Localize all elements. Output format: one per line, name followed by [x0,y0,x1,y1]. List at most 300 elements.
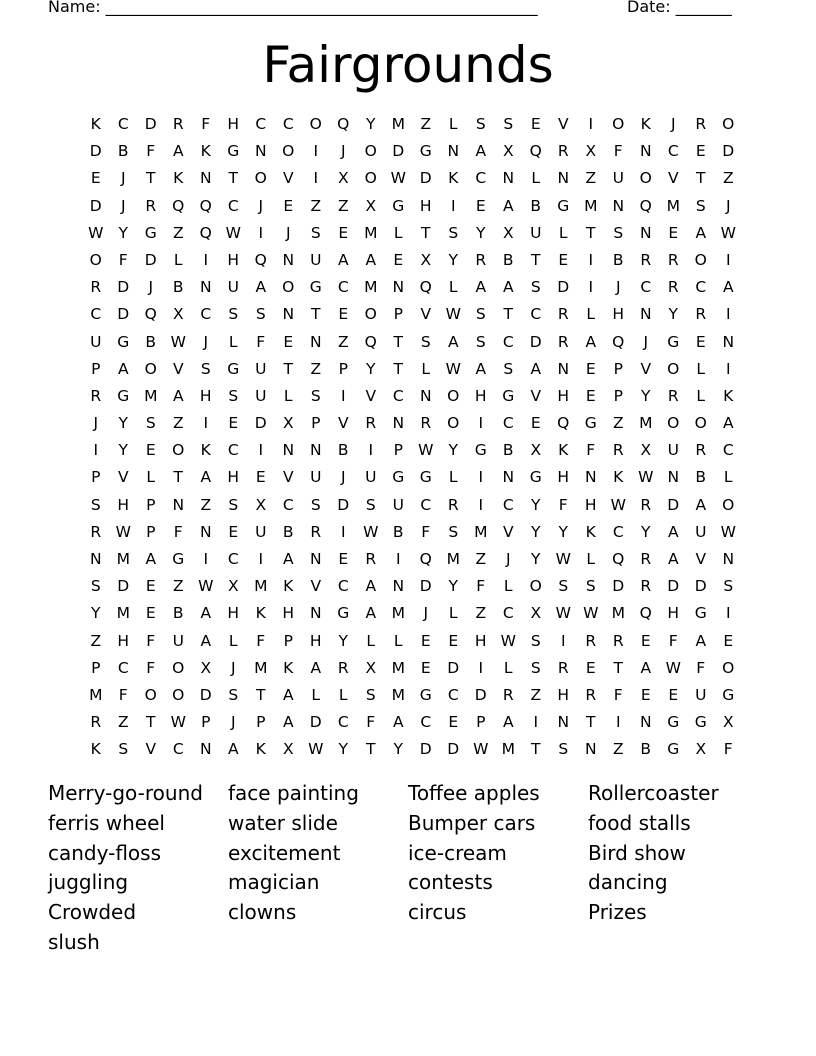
grid-letter: M [116,550,130,568]
grid-letter: N [199,278,212,297]
grid-letter: L [448,468,458,487]
grid-letter: E [90,169,101,188]
grid-letter: N [392,577,405,596]
grid-letter: W [720,522,736,541]
grid-letter: J [615,278,621,297]
grid-letter: O [364,169,377,188]
grid-letter: G [117,332,130,351]
grid-letter: C [117,115,129,133]
grid-letter: E [585,658,596,677]
grid-letter: G [419,468,432,487]
grid-letter: S [118,740,129,759]
grid-letter: R [365,550,377,568]
grid-letter: S [613,223,624,242]
grid-letter: E [420,631,431,650]
grid-row [82,655,742,682]
grid-letter: A [695,223,707,242]
grid-letter: Y [558,522,568,541]
grid-letter: Y [91,604,101,623]
grid-letter: R [585,631,597,650]
grid-letter: C [282,115,294,133]
grid-letter: S [255,305,266,324]
grid-letter: V [695,550,707,568]
grid-letter: I [588,278,594,297]
grid-letter: D [309,713,322,732]
word-item: Bumper cars [408,810,536,835]
grid-row [82,736,742,763]
grid-letter: I [203,414,209,433]
grid-letter: F [118,250,128,269]
grid-row [82,165,742,192]
grid-letter: Q [364,332,377,351]
grid-letter: I [478,414,484,433]
grid-letter: L [448,115,458,133]
grid-letter: N [447,142,460,161]
grid-letter: L [448,604,458,623]
grid-letter: F [668,631,678,650]
grid-letter: M [391,115,405,133]
grid-letter: T [503,305,513,324]
grid-letter: U [365,468,377,487]
grid-row [82,410,742,437]
grid-letter: E [640,685,651,704]
grid-letter: E [448,713,459,732]
grid-letter: X [585,142,597,161]
grid-letter: D [199,685,212,704]
grid-letter: F [613,142,623,161]
grid-row [82,573,742,600]
grid-letter: R [557,305,569,324]
grid-letter: F [118,685,128,704]
grid-letter: W [418,441,434,460]
grid-letter: C [420,713,432,732]
grid-row [82,356,742,383]
grid-letter: Y [393,740,403,759]
grid-row [82,600,742,627]
grid-letter: G [227,142,240,161]
grid-letter: D [447,740,460,759]
grid-letter: A [475,278,487,297]
grid-letter: Q [419,278,432,297]
grid-letter: O [529,577,542,596]
grid-letter: F [366,713,376,732]
grid-letter: S [448,223,459,242]
grid-letter: U [255,522,267,541]
grid-letter: Z [117,713,129,732]
grid-letter: W [473,740,489,759]
word-item: Crowded [48,900,137,925]
grid-letter: C [502,332,514,351]
grid-letter: I [368,441,374,460]
grid-letter: O [667,359,680,378]
grid-letter: X [695,740,707,759]
grid-letter: Z [612,414,624,433]
grid-letter: A [365,577,377,596]
grid-row [82,682,742,709]
grid-letter: X [282,414,294,433]
grid-letter: S [90,495,101,514]
grid-letter: R [90,278,102,297]
grid-letter: L [366,631,376,650]
grid-letter: M [254,577,268,596]
grid-letter: A [282,550,294,568]
grid-letter: A [530,359,542,378]
grid-letter: M [391,658,405,677]
grid-letter: E [530,414,541,433]
grid-letter: U [612,169,624,188]
grid-letter: D [722,142,735,161]
grid-letter: W [665,658,681,677]
grid-letter: T [283,359,293,378]
grid-letter: Y [641,522,651,541]
grid-letter: W [198,577,214,596]
word-item: Bird show [588,840,686,865]
grid-letter: F [613,685,623,704]
grid-letter: W [390,169,406,188]
grid-letter: C [200,305,212,324]
grid-letter: G [667,713,680,732]
grid-letter: V [282,169,294,188]
grid-row [82,193,742,220]
grid-letter: E [420,658,431,677]
grid-letter: E [695,332,706,351]
word-item: food stalls [588,810,691,835]
grid-letter: K [173,169,184,188]
grid-letter: T [146,169,156,188]
grid-letter: C [420,495,432,514]
grid-letter: R [557,142,569,161]
grid-letter: F [558,495,568,514]
grid-letter: X [530,441,542,460]
grid-row [82,546,742,573]
grid-letter: W [445,359,461,378]
grid-letter: F [256,332,266,351]
grid-letter: Z [337,332,349,351]
grid-letter: P [146,495,156,514]
grid-letter: N [282,441,295,460]
grid-letter: N [309,332,322,351]
grid-letter: S [365,495,376,514]
grid-letter: R [695,305,707,324]
grid-letter: T [393,359,403,378]
grid-letter: N [309,604,322,623]
grid-letter: N [392,414,405,433]
grid-letter: K [613,468,624,487]
grid-letter: S [228,495,239,514]
grid-letter: Y [531,495,541,514]
grid-letter: E [558,250,569,269]
grid-letter: H [557,386,570,405]
grid-row [82,220,742,247]
grid-letter: I [560,631,566,650]
grid-letter: V [667,169,679,188]
grid-row [82,138,742,165]
grid-letter: W [445,305,461,324]
grid-row [82,628,742,655]
grid-letter: E [448,631,459,650]
grid-letter: G [529,468,542,487]
grid-letter: V [365,386,377,405]
grid-letter: N [392,278,405,297]
grid-letter: Q [419,550,432,568]
grid-letter: C [227,441,239,460]
date-field: Date: _______ [627,0,732,16]
grid-letter: P [311,414,321,433]
grid-letter: Z [337,196,349,215]
grid-letter: D [117,278,130,297]
grid-letter: G [172,550,185,568]
grid-letter: H [557,685,570,704]
grid-row [82,383,742,410]
grid-letter: C [530,305,542,324]
grid-letter: I [395,550,401,568]
grid-letter: E [338,305,349,324]
grid-letter: C [502,414,514,433]
grid-letter: K [585,522,596,541]
grid-letter: V [640,359,652,378]
grid-letter: G [694,713,707,732]
grid-letter: I [533,713,539,732]
grid-letter: I [725,359,731,378]
grid-letter: T [146,713,156,732]
grid-letter: N [584,740,597,759]
grid-letter: C [337,278,349,297]
grid-letter: R [365,414,377,433]
grid-letter: Y [448,441,458,460]
grid-letter: H [227,115,240,133]
grid-letter: L [146,468,156,487]
grid-letter: H [227,604,240,623]
grid-letter: B [172,604,184,623]
grid-letter: D [694,577,707,596]
grid-letter: C [695,278,707,297]
grid-letter: H [474,386,487,405]
grid-letter: I [478,658,484,677]
grid-letter: M [391,685,405,704]
grid-letter: U [255,359,267,378]
grid-letter: X [640,441,652,460]
grid-letter: Y [338,740,348,759]
grid-letter: L [531,169,541,188]
grid-letter: L [421,359,431,378]
grid-letter: T [613,658,623,677]
grid-letter: D [117,577,130,596]
grid-letter: W [308,740,324,759]
grid-letter: D [144,250,157,269]
grid-letter: G [722,685,735,704]
grid-letter: F [146,142,156,161]
grid-letter: O [144,359,157,378]
grid-letter: Z [530,685,542,704]
grid-letter: O [282,278,295,297]
grid-letter: Q [337,115,350,133]
grid-letter: Y [476,223,486,242]
grid-letter: C [392,386,404,405]
grid-letter: T [531,740,541,759]
grid-letter: W [170,713,186,732]
grid-letter: O [722,658,735,677]
grid-letter: R [90,713,102,732]
grid-letter: U [227,278,239,297]
grid-letter: W [720,223,736,242]
grid-letter: O [694,250,707,269]
word-column [588,779,768,958]
grid-letter: D [529,332,542,351]
word-column [408,779,588,958]
grid-letter: R [612,441,624,460]
grid-letter: C [227,196,239,215]
grid-letter: N [639,142,652,161]
grid-letter: N [309,550,322,568]
grid-letter: L [723,468,733,487]
grid-letter: O [667,414,680,433]
grid-letter: K [255,604,266,623]
grid-letter: R [695,441,707,460]
grid-letter: B [337,441,349,460]
grid-letter: V [172,359,184,378]
grid-letter: K [90,115,101,133]
grid-letter: P [146,522,156,541]
grid-letter: A [667,522,679,541]
grid-letter: P [613,359,623,378]
name-field: Name: ______________________________________________________ [48,0,538,16]
grid-letter: A [475,142,487,161]
grid-row [82,274,742,301]
grid-letter: Z [310,196,322,215]
grid-letter: L [503,658,513,677]
grid-letter: W [88,223,104,242]
grid-letter: L [228,332,238,351]
grid-letter: M [611,604,625,623]
grid-letter: G [694,604,707,623]
grid-letter: V [420,305,432,324]
grid-letter: X [200,658,212,677]
grid-letter: L [586,305,596,324]
grid-row [82,709,742,736]
grid-letter: D [667,577,680,596]
grid-letter: A [200,631,212,650]
grid-letter: N [199,169,212,188]
grid-letter: N [89,550,102,568]
grid-letter: L [696,359,706,378]
grid-letter: Z [90,631,102,650]
grid-letter: R [310,522,322,541]
grid-letter: G [117,386,130,405]
grid-letter: I [93,441,99,460]
grid-letter: E [723,631,734,650]
grid-letter: Z [475,604,487,623]
grid-letter: I [203,550,209,568]
grid-letter: P [91,359,101,378]
grid-letter: N [557,169,570,188]
grid-letter: S [145,414,156,433]
grid-letter: Q [639,196,652,215]
grid-letter: Y [118,223,128,242]
grid-letter: Y [366,359,376,378]
grid-letter: C [227,550,239,568]
grid-letter: E [338,223,349,242]
grid-letter: I [258,550,264,568]
grid-letter: X [502,142,514,161]
grid-letter: G [337,604,350,623]
grid-letter: T [586,223,596,242]
grid-letter: S [200,359,211,378]
grid-letter: M [584,196,598,215]
grid-letter: O [254,169,267,188]
grid-letter: Z [310,359,322,378]
grid-letter: R [475,250,487,269]
grid-letter: L [311,685,321,704]
grid-letter: N [419,386,432,405]
word-item: ice-cream [408,840,507,865]
grid-letter: A [282,713,294,732]
grid-letter: E [228,522,239,541]
grid-letter: U [255,386,267,405]
grid-letter: O [722,495,735,514]
grid-letter: B [695,468,707,487]
grid-letter: G [584,414,597,433]
grid-letter: Z [722,169,734,188]
grid-letter: Q [639,604,652,623]
grid-letter: M [639,414,653,433]
grid-row [82,329,742,356]
word-item: clowns [228,900,297,925]
grid-letter: B [612,250,624,269]
grid-letter: P [256,713,266,732]
grid-letter: S [585,577,596,596]
grid-letter: S [475,115,486,133]
grid-letter: K [200,441,211,460]
grid-letter: C [502,604,514,623]
grid-letter: R [337,658,349,677]
word-list [48,779,768,958]
grid-letter: C [722,441,734,460]
grid-letter: D [419,577,432,596]
grid-letter: N [199,522,212,541]
grid-letter: Z [475,550,487,568]
grid-letter: B [172,278,184,297]
grid-letter: H [117,495,130,514]
grid-letter: L [448,278,458,297]
grid-letter: N [199,740,212,759]
grid-letter: I [725,250,731,269]
grid-letter: W [500,631,516,650]
grid-letter: P [338,359,348,378]
grid-letter: R [612,631,624,650]
grid-letter: J [423,604,429,623]
grid-letter: Y [118,441,128,460]
grid-letter: O [172,441,185,460]
grid-letter: L [338,685,348,704]
grid-letter: B [145,332,157,351]
grid-letter: S [530,278,541,297]
grid-letter: R [90,522,102,541]
grid-letter: Y [366,115,376,133]
grid-letter: S [475,305,486,324]
grid-letter: C [667,142,679,161]
grid-letter: J [725,196,731,215]
grid-letter: O [172,685,185,704]
grid-letter: N [639,305,652,324]
grid-letter: W [170,332,186,351]
grid-letter: E [145,577,156,596]
grid-letter: X [227,577,239,596]
grid-letter: P [476,713,486,732]
grid-letter: N [667,468,680,487]
grid-letter: S [503,115,514,133]
grid-letter: G [474,441,487,460]
grid-letter: M [364,278,378,297]
